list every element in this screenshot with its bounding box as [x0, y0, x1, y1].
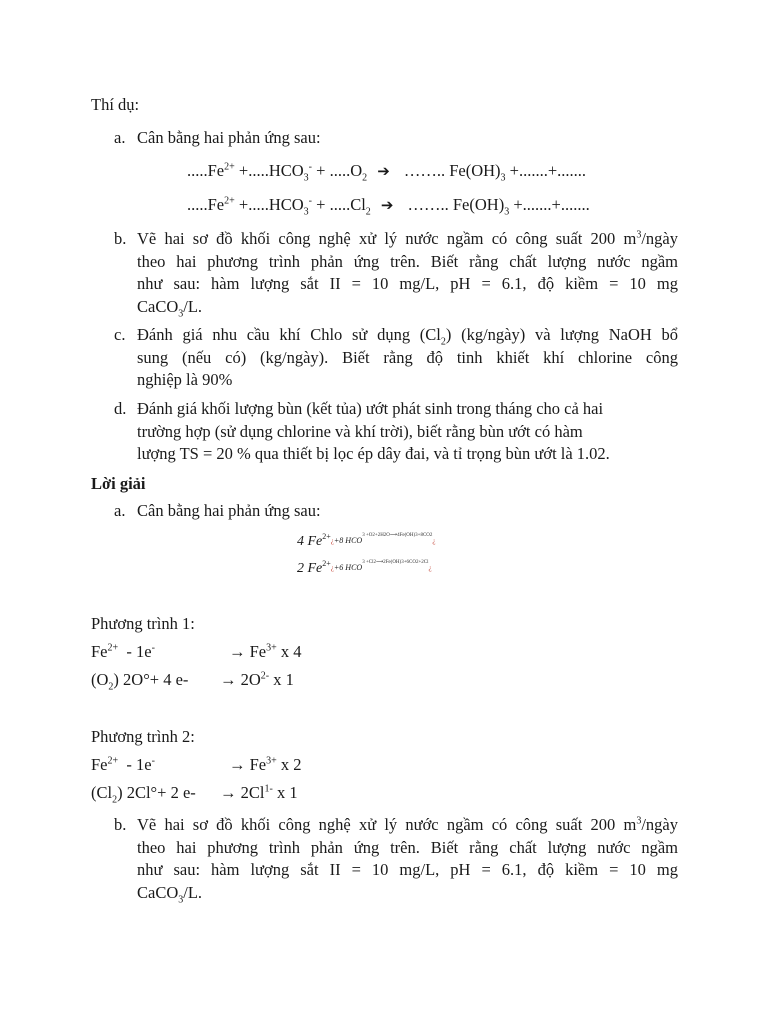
- pt2-r1-tail: x 2: [276, 755, 302, 774]
- reaction-1: [187, 160, 586, 182]
- solution-heading: Lời giải: [91, 474, 146, 493]
- b-l1-pre: Vẽ hai sơ đồ khối công nghệ xử lý nước ngầm có công suất 200 m: [137, 229, 637, 248]
- pt1-r2-right-sup: 2-: [260, 670, 270, 682]
- r2-sup: 2+: [224, 195, 235, 207]
- right-arrow-icon: ➔: [380, 196, 394, 214]
- pt1-row-1: [91, 641, 155, 663]
- item-c-line-2: sung (nếu có) (kg/ngày). Biết rằng độ tinh khiết khí chlorine công: [137, 347, 678, 367]
- eq1-tiny: 3 +O2+2H2O⟶4Fe(OH)3+8CO2: [362, 533, 433, 538]
- item-b-line-2: theo hai phương trình phản ứng trên. Biết rằng chất lượng nước ngầm: [137, 251, 678, 271]
- reaction-2: [187, 194, 590, 216]
- r2-sup2: -: [308, 195, 313, 207]
- equation-1: [297, 532, 436, 550]
- pt1-row-2: [91, 669, 188, 691]
- b-l4-post: /L.: [183, 296, 203, 316]
- small-arrow-icon: →: [229, 755, 246, 774]
- sb-l1-pre: Vẽ hai sơ đồ khối công nghệ xử lý nước ngầm có công suất 200 m: [137, 815, 637, 834]
- pt1-r2-mid: ) 2O°+ 4 e-: [113, 670, 189, 689]
- pt2-r2-tail: x 1: [272, 783, 298, 802]
- r1-sup: 2+: [224, 161, 235, 173]
- pt2-r2-left-sub: 2: [112, 794, 118, 806]
- pt2-row-2: [91, 782, 196, 804]
- sb-l4-post: /L.: [183, 882, 203, 902]
- pt1-r2-left: (O: [91, 670, 109, 689]
- small-arrow-icon: →: [220, 783, 237, 802]
- r2-rhs: …….. Fe(OH): [407, 195, 505, 214]
- pt2-r2-right: 2Cl: [240, 783, 265, 802]
- eq1-lead: 4 Fe: [297, 534, 323, 549]
- eq2-lead: 2 Fe: [297, 561, 323, 576]
- pt1-r2-left-sub: 2: [108, 681, 114, 693]
- eq1-mid: +8 HCO: [333, 536, 363, 545]
- pt1-r1-right-sup: 3+: [266, 642, 277, 654]
- r1-rhs: …….. Fe(OH): [403, 161, 501, 180]
- heading-example: Thí dụ:: [91, 95, 140, 114]
- r1-sub: 3: [303, 172, 309, 184]
- pt2-r1-left: Fe: [91, 755, 108, 774]
- r1-lhs-a: .....Fe: [187, 161, 225, 180]
- pt2-title: Phương trình 2:: [91, 727, 195, 746]
- eq1-box: ¿: [330, 537, 334, 545]
- pt1-r1-left-sup: 2+: [107, 642, 119, 654]
- item-d-marker: d.: [114, 399, 127, 418]
- pt2-row-1-right: [229, 754, 302, 776]
- small-arrow-icon: →: [229, 642, 246, 661]
- eq2-tiny: 3 +Cl2⟶2Fe(OH)3+6CO2+2Cl: [362, 560, 429, 565]
- item-b-paragraph: [137, 228, 678, 318]
- pt2-r1-mid: - 1e: [118, 755, 152, 774]
- pt1-r1-tail: x 4: [276, 642, 302, 661]
- solution-a-marker: a.: [114, 501, 126, 520]
- eq2-box-end: ¿: [428, 564, 432, 572]
- pt2-r2-mid: ) 2Cl°+ 2 e-: [117, 783, 196, 802]
- pt2-r1-mid-sup: -: [151, 755, 155, 767]
- r2-sub2: 2: [365, 206, 371, 218]
- pt1-row-2-right: [220, 669, 294, 691]
- eq2-sup: 2+: [322, 559, 331, 568]
- equation-2: [297, 559, 432, 577]
- b-l1-post: /ngày: [641, 229, 678, 248]
- r1-rhs-sub: 3: [500, 172, 506, 184]
- pt2-r1-left-sup: 2+: [107, 755, 119, 767]
- c-l1-pre: Đánh giá nhu cầu khí Chlo sử dụng (Cl: [137, 325, 441, 344]
- r2-lhs-b: +.....HCO: [234, 195, 304, 214]
- b-l4-pre: CaCO: [137, 296, 179, 316]
- r2-lhs-a: .....Fe: [187, 195, 225, 214]
- sol-b-line-3: như sau: hàm lượng sắt II = 10 mg/L, pH = 6.1, độ kiềm = 10 mg: [137, 860, 678, 879]
- sb-l1-sup: 3: [636, 815, 642, 827]
- item-d-paragraph: [137, 398, 678, 466]
- eq2-mid: +6 HCO: [333, 563, 363, 572]
- pt1-row-1-right: [229, 641, 302, 663]
- pt1-r1-mid: - 1e: [118, 642, 152, 661]
- r2-rhs-sub: 3: [504, 206, 510, 218]
- c-l1-post: ) (kg/ngày) và lượng NaOH bổ: [445, 325, 678, 344]
- item-b-marker: b.: [114, 229, 127, 248]
- item-b-line-3: như sau: hàm lượng sắt II = 10 mg/L, pH = 6.1, độ kiềm = 10 mg: [137, 274, 678, 293]
- solution-b-marker: b.: [114, 815, 127, 834]
- pt1-r1-right: Fe: [249, 642, 267, 661]
- item-a-marker: a.: [114, 128, 126, 147]
- item-b-line-1: [137, 228, 678, 251]
- sb-l4-pre: CaCO: [137, 882, 179, 902]
- pt1-r1-mid-sup: -: [151, 642, 155, 654]
- pt2-r1-right-sup: 3+: [266, 755, 277, 767]
- sol-b-line-2: theo hai phương trình phản ứng trên. Biết rằng chất lượng nước ngầm: [137, 837, 678, 857]
- r1-rhs-tail: +.......+.......: [505, 161, 587, 180]
- item-d-line-3: lượng TS = 20 % qua thiết bị lọc ép dây đai, và tỉ trọng bùn ướt là 1.02.: [137, 444, 610, 463]
- pt1-r2-tail: x 1: [269, 670, 294, 689]
- right-arrow-icon: ➔: [377, 162, 390, 180]
- eq1-box-end: ¿: [432, 537, 436, 545]
- sol-b-line-4: [137, 882, 678, 905]
- pt1-title: Phương trình 1:: [91, 614, 195, 633]
- item-c-line-3: nghiệp là 90%: [137, 370, 233, 389]
- item-d-line-1: Đánh giá khối lượng bùn (kết tủa) ướt phát sinh trong tháng cho cả hai: [137, 399, 604, 418]
- eq1-sup: 2+: [322, 532, 331, 541]
- pt2-r2-right-sup: 1-: [264, 783, 273, 795]
- r1-sub2: 2: [362, 172, 368, 184]
- r1-lhs-b: +.....HCO: [234, 161, 304, 180]
- item-c-line-1: [137, 324, 678, 347]
- pt2-r2-left: (Cl: [91, 783, 113, 802]
- c-l1-sub: 2: [440, 336, 446, 348]
- item-a-text: Cân bằng hai phản ứng sau:: [137, 128, 321, 147]
- r1-lhs-c: + .....O: [312, 161, 363, 180]
- solution-b-paragraph: [137, 814, 678, 904]
- r2-rhs-tail: +.......+.......: [509, 195, 590, 214]
- pt2-row-2-right: [220, 782, 298, 804]
- sol-b-line-1: [137, 814, 678, 837]
- sb-l4-sub: 3: [178, 893, 184, 905]
- item-c-paragraph: [137, 324, 678, 392]
- pt2-r1-right: Fe: [249, 755, 267, 774]
- sb-l1-post: /ngày: [641, 815, 678, 834]
- eq2-box: ¿: [330, 564, 334, 572]
- b-l1-sup: 3: [636, 229, 642, 241]
- r1-sup2: -: [308, 161, 313, 173]
- item-c-marker: c.: [114, 325, 126, 344]
- item-d-line-2: trường hợp (sử dụng chlorine và khí trời), biết rằng bùn ướt có hàm: [137, 421, 583, 441]
- r2-sub: 3: [303, 206, 309, 218]
- pt1-r2-right: 2O: [240, 670, 261, 689]
- solution-a-text: Cân bằng hai phản ứng sau:: [137, 501, 321, 520]
- pt2-row-1: [91, 754, 155, 776]
- r2-lhs-c: + .....Cl: [312, 195, 366, 214]
- b-l4-sub: 3: [178, 307, 184, 319]
- pt1-r1-left: Fe: [91, 642, 108, 661]
- item-b-line-4: [137, 296, 678, 319]
- small-arrow-icon: →: [220, 670, 237, 689]
